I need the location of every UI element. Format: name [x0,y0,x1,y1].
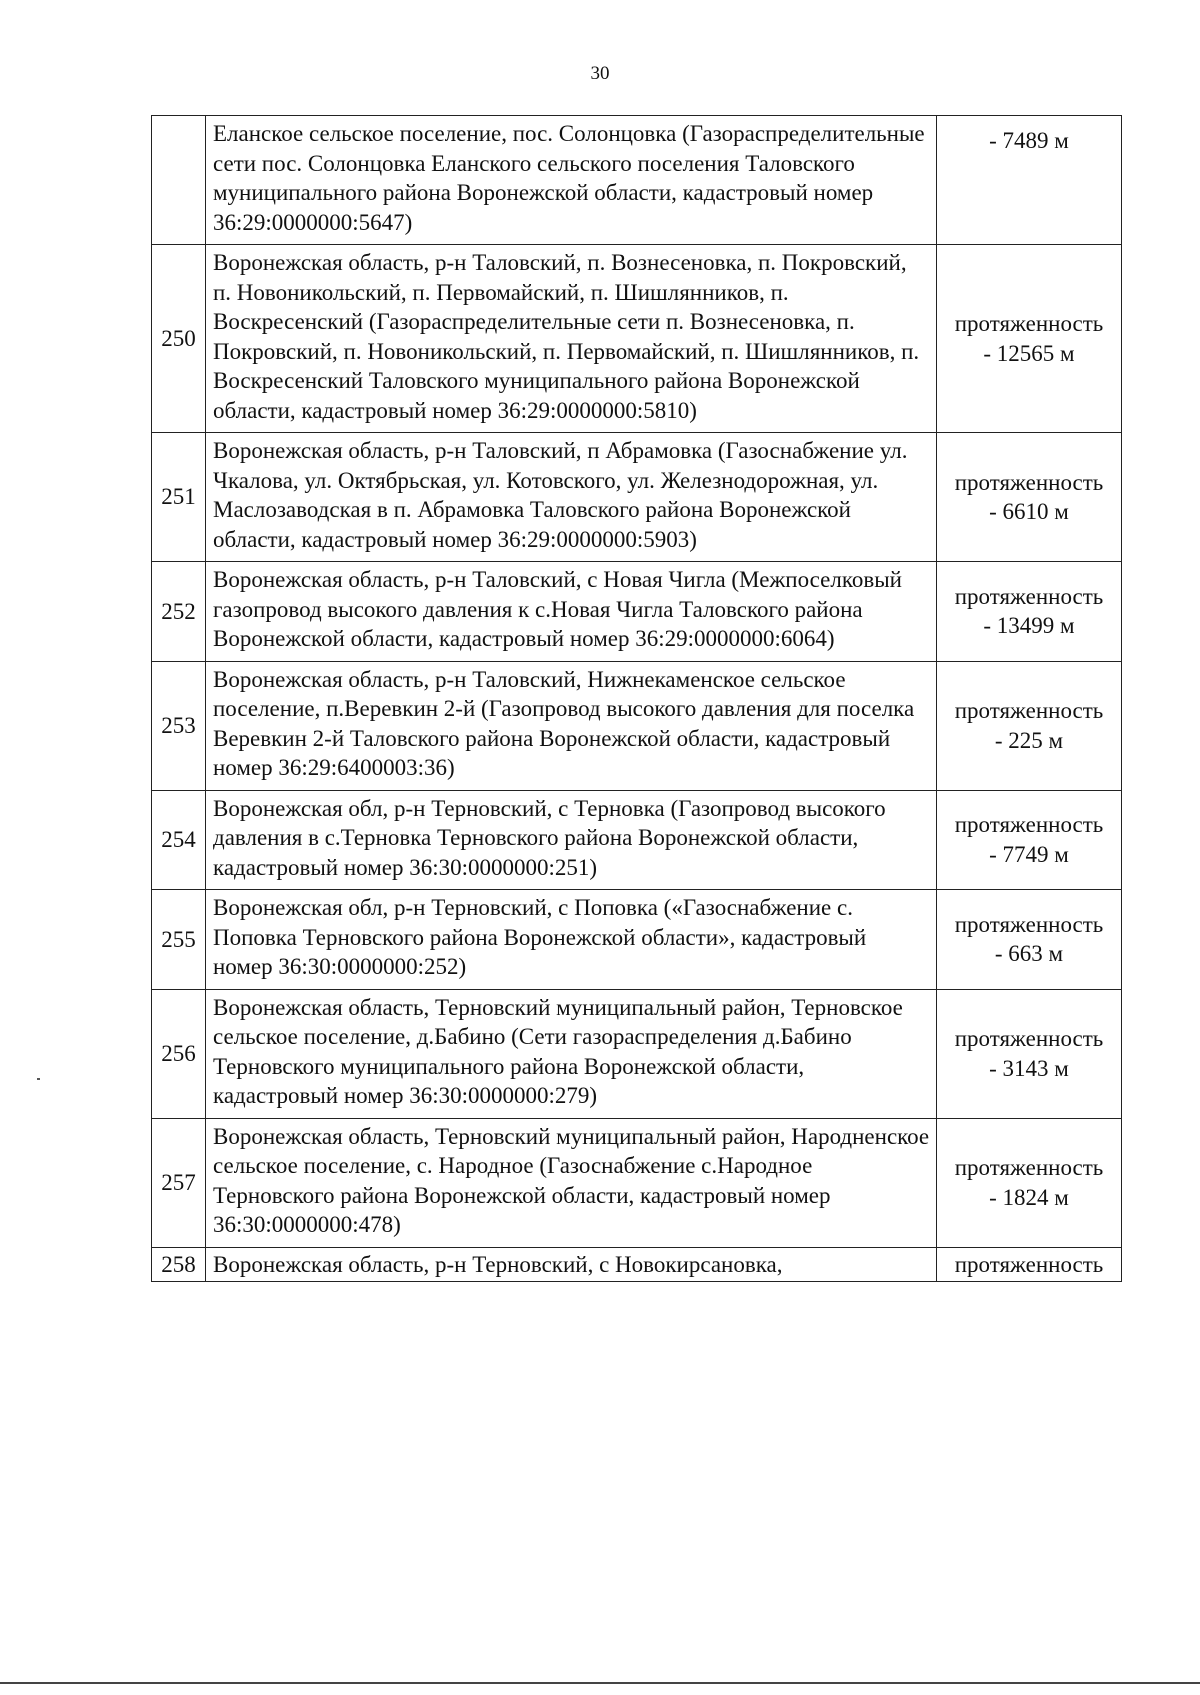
row-number: 252 [152,562,206,662]
object-description: Воронежская обл, р-н Терновский, с Поповка («Газоснабжение с. Поповка Терновского района Воронежской области», кадастровый номер 36:30:0000000:252) [206,890,937,990]
object-description: Воронежская область, р-н Таловский, п Абрамовка (Газоснабжение ул. Чкалова, ул. Октябрьская, ул. Котовского, ул. Железнодорожная, ул. Маслозаводская в п. Абрамовка Таловского района Воронежской области, кадастровый номер 36:29:0000000:5903) [206,433,937,562]
row-number [152,116,206,245]
length-cell [937,890,1122,990]
table-row [152,790,1122,890]
length-value: - 13499 м [983,613,1075,639]
length-label: протяженность [954,698,1104,723]
table-row [152,433,1122,562]
table-row [152,562,1122,662]
row-number: 257 [152,1118,206,1247]
object-description: Еланское сельское поселение, пос. Солонцовка (Газораспределительные сети пос. Солонцовка Еланского сельского поселения Таловского муниципального района Воронежской области, кадастровый номер 36:29:0000000:5647) [206,116,937,245]
row-number: 255 [152,890,206,990]
length-label: протяженность [954,911,1104,937]
table-row [152,116,1122,245]
length-cell [937,1247,1122,1282]
length-label: протяженность [954,1026,1104,1051]
object-description: Воронежская область, Терновский муниципальный район, Народненское сельское поселение, с. Народное (Газоснабжение с.Народное Терновского района Воронежской области, кадастровый номер 36:30:0000000:478) [206,1118,937,1247]
length-value: - 1824 м [989,1184,1069,1210]
length-label: протяженность [954,1251,1104,1277]
length-label: протяженность [954,583,1104,609]
table-row [152,890,1122,990]
length-value: - 225 м [994,727,1064,753]
object-description: Воронежская область, р-н Таловский, п. Вознесеновка, п. Покровский, п. Новоникольский, п. Первомайский, п. Шишлянников, п. Воскресенский (Газораспределительные сети п. Вознесеновка, п. Покровский, п. Новоникольский, п. Первомайский, п. Шишлянников, п. Воскресенский Таловского муниципального района Воронежской области, кадастровый номер 36:29:0000000:5810) [206,245,937,433]
row-number: 254 [152,790,206,890]
length-label: протяженность [954,469,1104,495]
table-row [152,661,1122,790]
length-value: - 663 м [994,941,1064,967]
object-description: Воронежская обл, р-н Терновский, с Терновка (Газопровод высокого давления в с.Терновка Терновского района Воронежской области, кадастровый номер 36:30:0000000:251) [206,790,937,890]
table-row [152,989,1122,1118]
length-value: - 7489 м [989,128,1069,153]
length-cell [937,562,1122,662]
length-cell [937,790,1122,890]
object-description: Воронежская область, Терновский муниципальный район, Терновское сельское поселение, д.Бабино (Сети газораспределения д.Бабино Терновского муниципального района Воронежской области, кадастровый номер 36:30:0000000:279) [206,989,937,1118]
table-row [152,245,1122,433]
length-value: - 6610 м [989,499,1069,524]
row-number: 251 [152,433,206,562]
length-label: протяженность [954,1155,1104,1180]
length-value: - 7749 м [989,841,1069,867]
length-label: протяженность [954,311,1104,336]
length-cell [937,661,1122,790]
scan-speck [37,1078,40,1080]
object-description: Воронежская область, р-н Таловский, с Новая Чигла (Межпоселковый газопровод высокого давления к с.Новая Чигла Таловского района Воронежской области, кадастровый номер 36:29:0000000:6064) [206,562,937,662]
length-value: - 3143 м [989,1055,1069,1081]
object-description: Воронежская область, р-н Терновский, с Новокирсановка, [206,1247,937,1282]
length-cell [937,989,1122,1118]
length-label: протяженность [954,812,1104,838]
row-number: 256 [152,989,206,1118]
table-row [152,1247,1122,1282]
length-cell [937,116,1122,245]
page-bottom-rule [0,1682,1200,1684]
row-number: 250 [152,245,206,433]
length-cell [937,433,1122,562]
length-value: - 12565 м [983,340,1075,366]
page-number: 30 [590,63,610,84]
row-number: 253 [152,661,206,790]
table-row [152,1118,1122,1247]
length-cell [937,245,1122,433]
row-number: 258 [152,1247,206,1282]
object-description: Воронежская область, р-н Таловский, Нижнекаменское сельское поселение, п.Веревкин 2-й (Газопровод высокого давления для поселка Веревкин 2-й Таловского района Воронежской области, кадастровый номер 36:29:6400003:36) [206,661,937,790]
gas-network-registry-table [151,115,1122,1282]
length-cell [937,1118,1122,1247]
